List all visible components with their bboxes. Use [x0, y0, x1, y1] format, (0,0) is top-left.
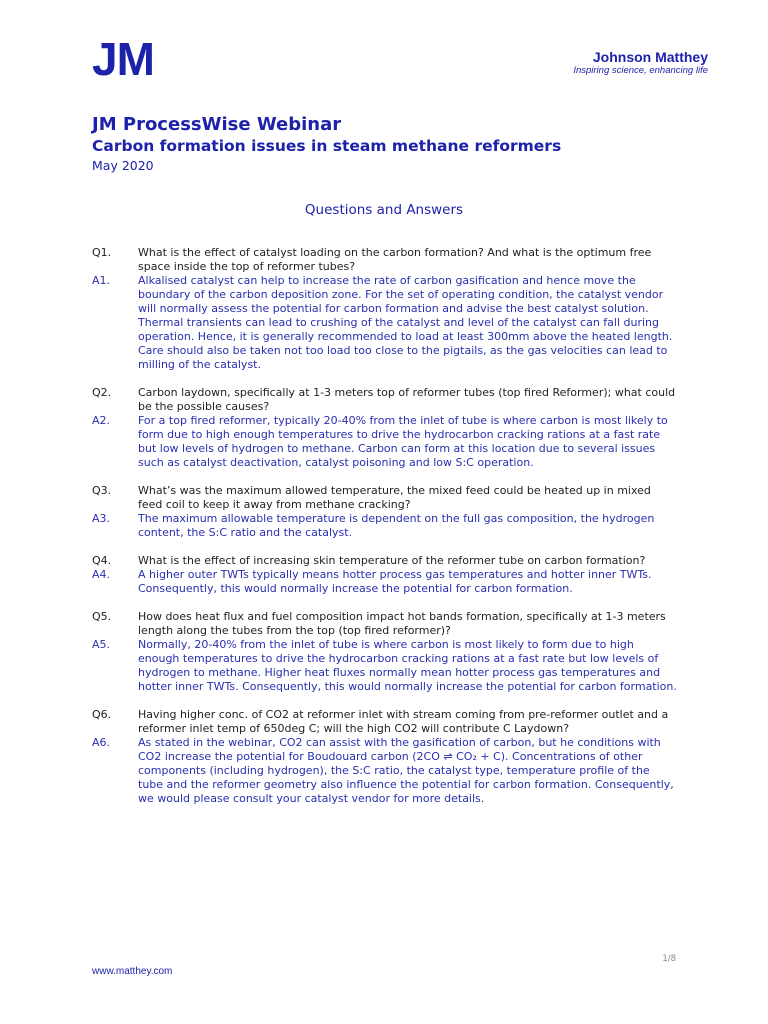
footer-website-link[interactable]: www.matthey.com: [92, 966, 173, 977]
question-number: Q2.: [92, 386, 112, 399]
answer-row: [92, 274, 677, 372]
qa-item: [92, 610, 677, 694]
answer-number: A3.: [92, 512, 111, 525]
qa-item: [92, 246, 677, 372]
question-number: Q5.: [92, 610, 112, 623]
company-tagline: Inspiring science, enhancing life: [573, 65, 708, 77]
answer-row: [92, 512, 677, 540]
section-heading: Questions and Answers: [304, 202, 464, 218]
answer-row: [92, 736, 677, 806]
company-name: Johnson Matthey: [592, 49, 708, 65]
question-text: Carbon laydown, specifically at 1-3 meters top of reformer tubes (top fired Reformer); what could be the possible causes?: [138, 386, 676, 413]
answer-number: A4.: [92, 568, 111, 581]
answer-row: [92, 568, 677, 596]
question-text: What’s was the maximum allowed temperature, the mixed feed could be heated up in mixed feed coil to keep it away from methane cracking?: [138, 484, 651, 511]
answer-number: A2.: [92, 414, 111, 427]
question-row: [92, 610, 677, 638]
document-date: May 2020: [92, 158, 154, 173]
question-number: Q6.: [92, 708, 112, 721]
qa-list: [92, 246, 677, 820]
question-row: [92, 708, 677, 736]
qa-item: [92, 386, 677, 470]
answer-number: A1.: [92, 274, 111, 287]
jm-logo: JM: [92, 33, 154, 85]
question-number: Q1.: [92, 246, 112, 259]
question-row: [92, 386, 677, 414]
answer-text: A higher outer TWTs typically means hotter process gas temperatures and hotter inner TWTs. Consequently, this would normally increase the potential for carbon formation.: [138, 568, 652, 595]
answer-row: [92, 638, 677, 694]
document-title: JM ProcessWise Webinar: [92, 114, 342, 135]
question-row: [92, 246, 677, 274]
question-text: What is the effect of increasing skin temperature of the reformer tube on carbon formation?: [138, 554, 646, 567]
question-row: [92, 484, 677, 512]
qa-item: [92, 708, 677, 806]
question-text: Having higher conc. of CO2 at reformer inlet with stream coming from pre-reformer outlet and a reformer inlet temp of 650deg C; will the high CO2 will contribute C Laydown?: [138, 708, 669, 735]
answer-text: As stated in the webinar, CO2 can assist with the gasification of carbon, but he conditions with CO2 increase the potential for Boudouard carbon (2CO ⇌ CO₂ + C). Concentrations of other components (including hydrogen), the S:C ratio, the catalyst type, temperature profile of the tube and the reformer geometry also influence the potential for carbon formation. Consequently, we would please consult your catalyst vendor for more details.: [138, 736, 674, 805]
question-number: Q3.: [92, 484, 112, 497]
answer-number: A6.: [92, 736, 111, 749]
page-number: 1/8: [662, 954, 676, 964]
question-number: Q4.: [92, 554, 112, 567]
answer-text: Normally, 20-40% from the inlet of tube is where carbon is most likely to form due to high enough temperatures to drive the hydrocarbon cracking rations at a fast rate but low levels of hydrogen to methane. Higher heat fluxes normally mean hotter process gas temperatures and hotter inner TWTs. Consequently, this would normally increase the potential for carbon formation.: [138, 638, 677, 693]
qa-item: [92, 484, 677, 540]
answer-text: The maximum allowable temperature is dependent on the full gas composition, the hydrogen content, the S:C ratio and the catalyst.: [138, 512, 655, 539]
document-subtitle: Carbon formation issues in steam methane reformers: [92, 137, 562, 155]
answer-number: A5.: [92, 638, 111, 651]
qa-item: [92, 554, 677, 596]
company-brand: [573, 50, 708, 77]
answer-text: For a top fired reformer, typically 20-40% from the inlet of tube is where carbon is most likely to form due to high enough temperatures to drive the hydrocarbon cracking rations at a fast rate but low levels of hydrogen to methane. Carbon can form at this location due to several issues such as catalyst deactivation, catalyst poisoning and low S:C operation.: [138, 414, 668, 469]
answer-row: [92, 414, 677, 470]
question-text: What is the effect of catalyst loading on the carbon formation? And what is the optimum free space inside the top of reformer tubes?: [138, 246, 652, 273]
question-row: [92, 554, 677, 568]
answer-text: Alkalised catalyst can help to increase the rate of carbon gasification and hence move the boundary of the carbon deposition zone. For the set of operating condition, the catalyst vendor will normally assess the potential for carbon formation and advise the best catalyst solution. Thermal transients can lead to crushing of the catalyst and level of the catalyst can fall during operation. Hence, it is generally recommended to load at least 300mm above the heated length. Care should also be taken not too load too close to the pigtails, as the gas velocities can lead to milling of the catalyst.: [138, 274, 673, 371]
question-text: How does heat flux and fuel composition impact hot bands formation, specifically at 1-3 meters length along the tubes from the top (top fired reformer)?: [138, 610, 666, 637]
